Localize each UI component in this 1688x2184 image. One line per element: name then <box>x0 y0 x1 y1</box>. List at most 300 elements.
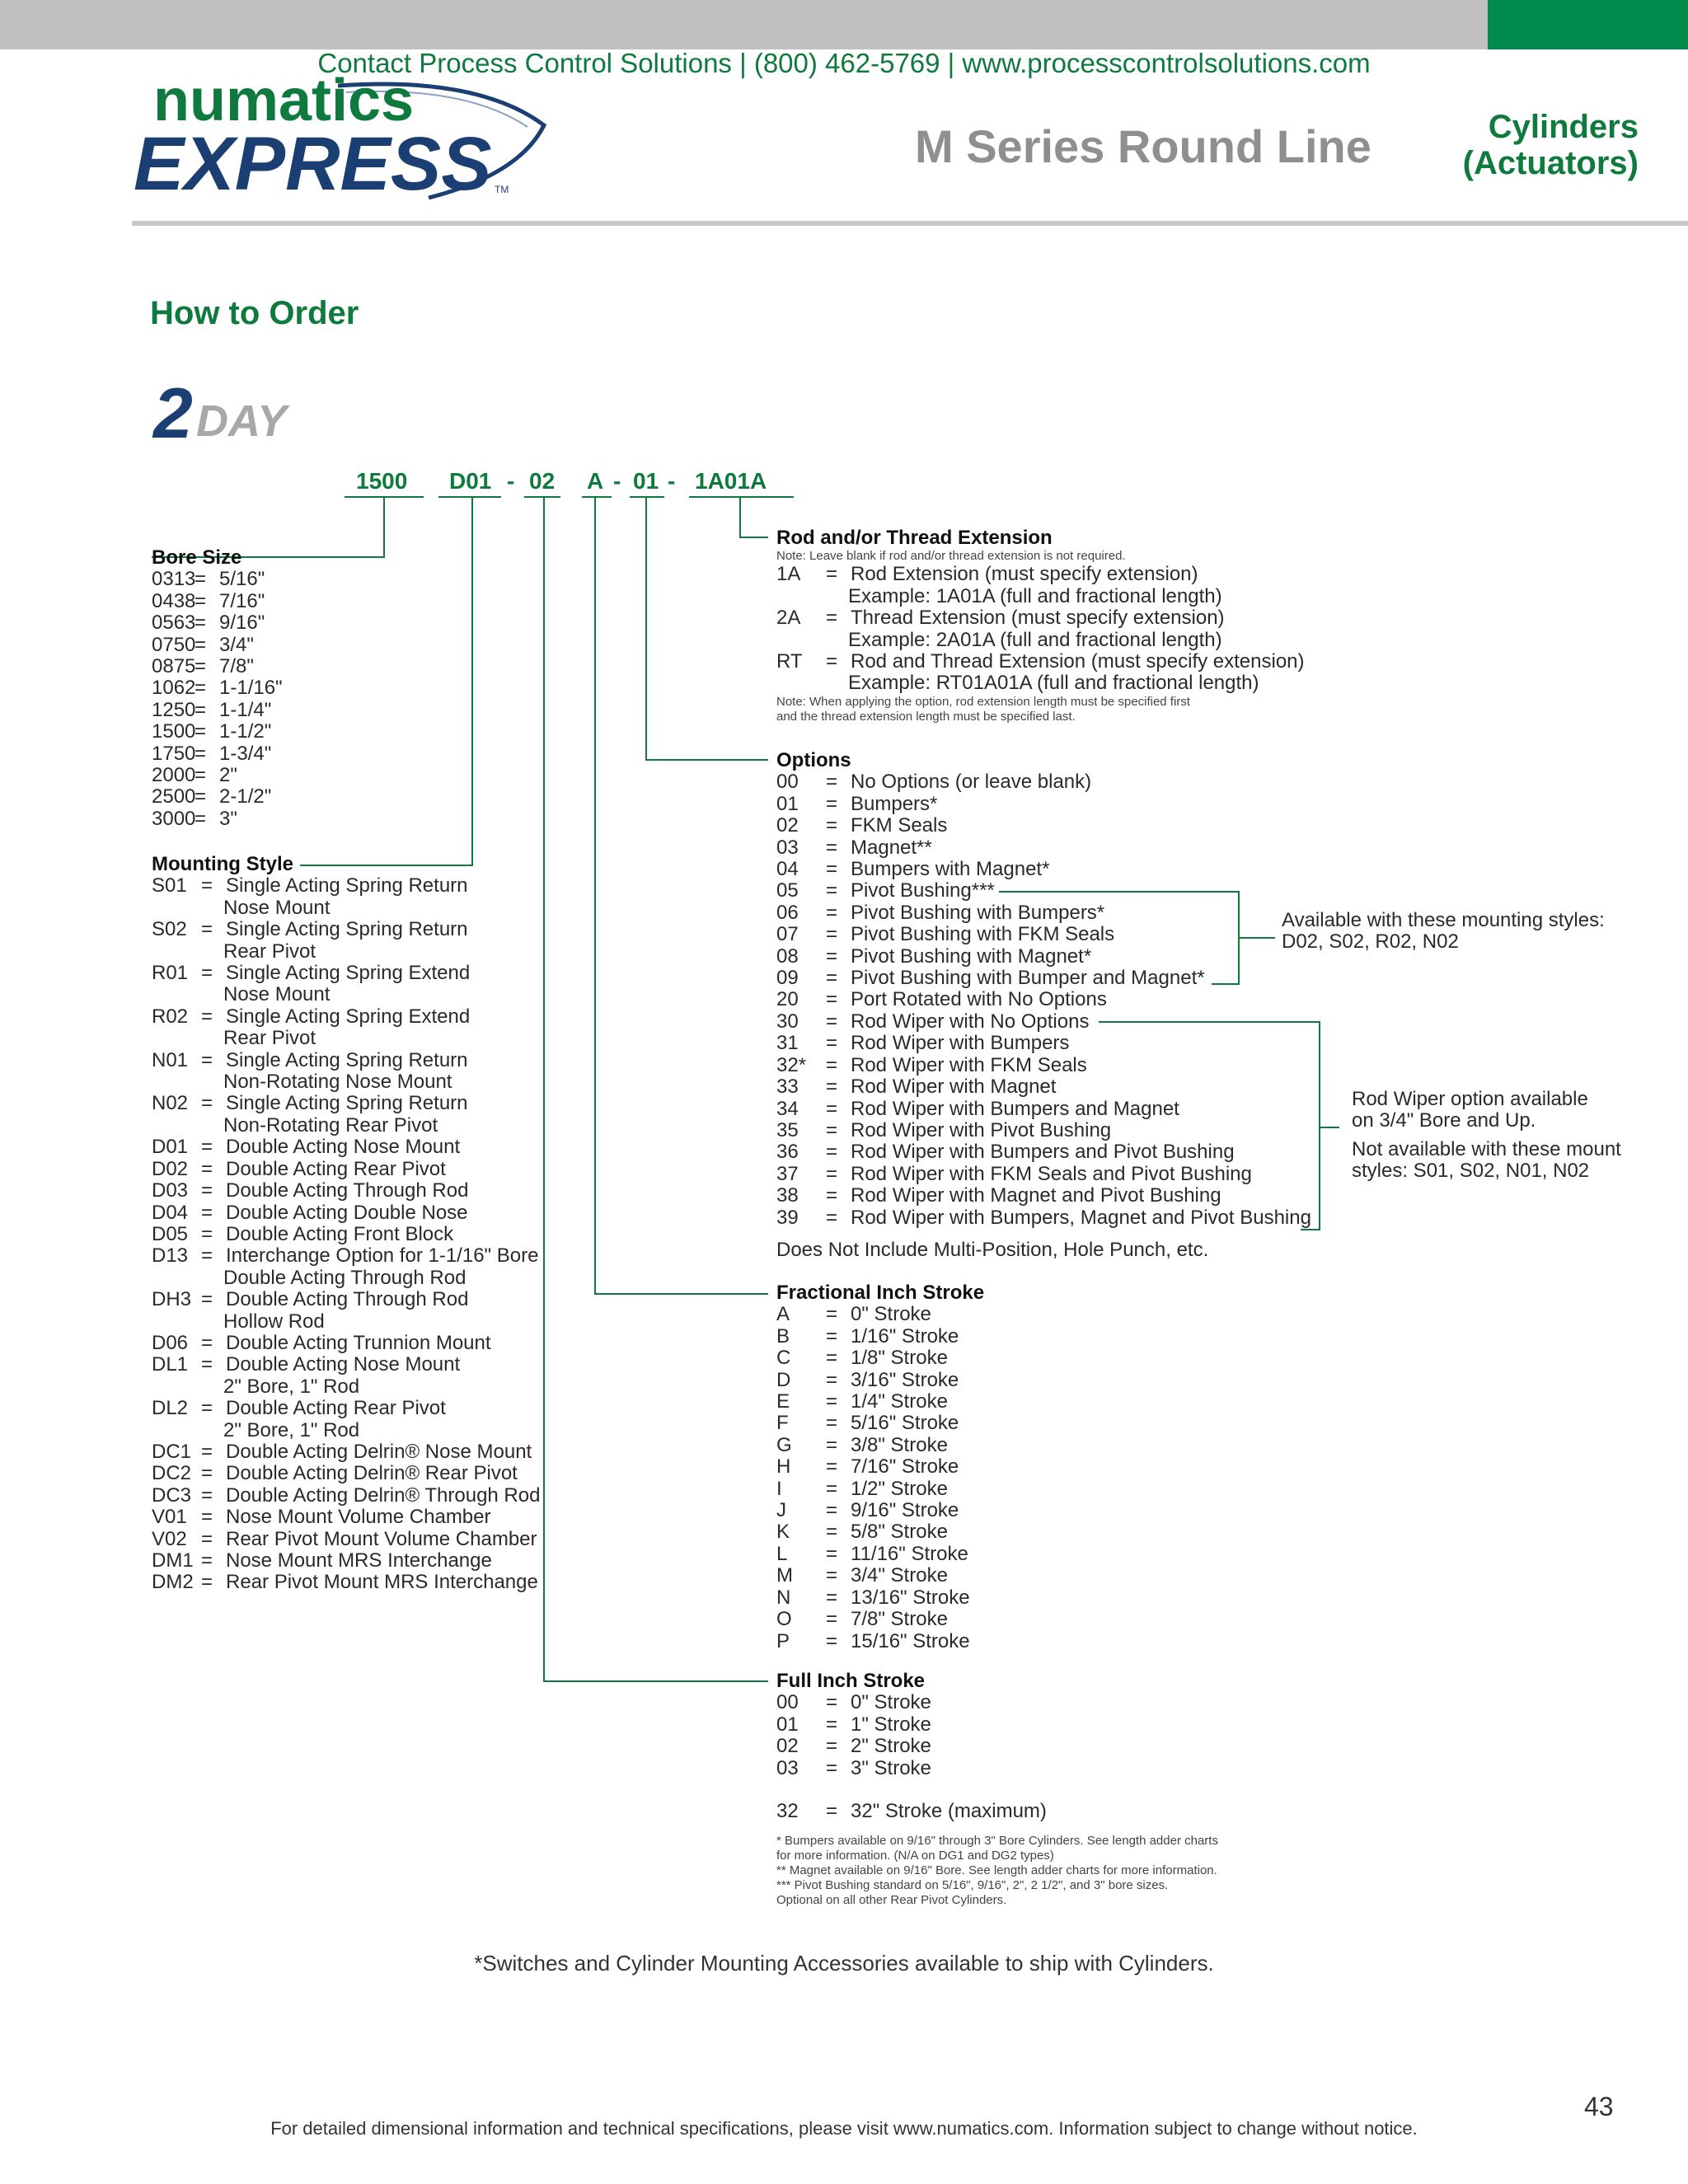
mount-code: DH3 <box>152 1288 192 1311</box>
mount-description-cont: 2" Bore, 1" Rod <box>223 1418 360 1441</box>
option-code: 05 <box>776 879 799 902</box>
fractional-stroke-list <box>776 1304 984 1652</box>
option-code: 32* <box>776 1053 807 1076</box>
mount-description: Double Acting Through Rod <box>226 1288 469 1311</box>
option-code: 33 <box>776 1076 799 1099</box>
extension-description: Rod Extension (must specify extension) <box>851 563 1198 586</box>
series-title: M Series Round Line <box>915 120 1372 172</box>
option-row <box>776 815 1311 837</box>
option-code: 39 <box>776 1206 799 1229</box>
full-stroke-row <box>776 1736 1218 1757</box>
option-row <box>776 1164 1311 1185</box>
option-description: Pivot Bushing with Bumpers* <box>851 901 1105 924</box>
option-code: 09 <box>776 967 799 990</box>
equals-sign: = <box>826 1433 838 1456</box>
mounting-style-row <box>152 1398 540 1419</box>
equals-sign: = <box>826 1586 838 1609</box>
footer-note: For detailed dimensional information and technical specifications, please visit www.numatics.com. Information subject to change without notice. <box>270 2118 1418 2139</box>
mount-code: R01 <box>152 962 189 985</box>
option-row <box>776 1120 1311 1141</box>
bore-code: 1250 <box>152 698 196 721</box>
bore-value: 7/16" <box>219 589 265 612</box>
stroke-text: 7/8" Stroke <box>851 1608 948 1631</box>
option-row <box>776 902 1311 924</box>
bore-code: 1750 <box>152 742 196 765</box>
stroke-code: D <box>776 1368 791 1391</box>
equals-sign: = <box>826 1324 838 1347</box>
option-code: 31 <box>776 1032 799 1055</box>
header-bar <box>0 0 1488 49</box>
option-row <box>776 1055 1311 1076</box>
option-code: 07 <box>776 923 799 946</box>
rod-extension-row <box>776 564 1305 585</box>
mounting-style-row <box>152 1245 540 1267</box>
equals-sign: = <box>201 1201 213 1224</box>
stroke-text: 15/16" Stroke <box>851 1629 970 1652</box>
extension-example: Example: 1A01A (full and fractional length) <box>848 584 1222 607</box>
mount-description-cont: Rear Pivot <box>223 1027 316 1050</box>
mount-description: Nose Mount Volume Chamber <box>226 1506 491 1529</box>
equals-sign: = <box>201 1397 213 1420</box>
option-description: Rod Wiper with Magnet and Pivot Bushing <box>851 1184 1221 1207</box>
header-divider <box>132 221 1688 226</box>
page-number: 43 <box>1584 2092 1614 2121</box>
option-row <box>776 859 1311 880</box>
mounting-style-row <box>152 1006 540 1028</box>
rod-extension-note-bottom: Note: When applying the option, rod extension length must be specified first <box>776 694 1190 709</box>
equals-sign: = <box>826 988 838 1011</box>
equals-sign: = <box>826 1053 838 1076</box>
fractional-stroke-row <box>776 1326 984 1347</box>
stroke-text: 5/8" Stroke <box>851 1521 948 1544</box>
equals-sign: = <box>201 918 213 941</box>
equals-sign: = <box>201 1549 213 1572</box>
equals-sign: = <box>201 1462 213 1485</box>
stroke-code: 32 <box>776 1800 799 1823</box>
option-row <box>776 946 1311 968</box>
bore-value: 2" <box>219 764 237 787</box>
fractional-stroke-row <box>776 1565 984 1586</box>
equals-sign: = <box>826 1629 838 1652</box>
mounting-style-row <box>152 1289 540 1310</box>
bore-size-block <box>152 547 283 830</box>
option-row <box>776 968 1311 989</box>
extension-code: RT <box>776 650 803 673</box>
mounting-style-row <box>152 875 540 897</box>
options-footnote: Does Not Include Multi-Position, Hole Punch, etc. <box>776 1238 1209 1261</box>
fractional-stroke-row <box>776 1500 984 1521</box>
two-day-digit: 2 <box>153 375 193 449</box>
extension-code: 1A <box>776 563 801 586</box>
rod-extension-row <box>776 651 1305 673</box>
extension-description: Rod and Thread Extension (must specify extension) <box>851 650 1305 673</box>
option-code: 04 <box>776 858 799 881</box>
equals-sign: = <box>826 1521 838 1544</box>
wiper-note-line: on 3/4" Bore and Up. <box>1352 1109 1536 1132</box>
equals-sign: = <box>195 633 207 656</box>
full-stroke-row <box>776 1692 1218 1713</box>
option-description: Rod Wiper with Pivot Bushing <box>851 1118 1112 1141</box>
mount-code: DC3 <box>152 1483 192 1507</box>
bore-code: 1062 <box>152 677 196 700</box>
equals-sign: = <box>201 1483 213 1507</box>
mount-code: DL2 <box>152 1397 189 1420</box>
two-day-label: DAY <box>196 396 288 446</box>
equals-sign: = <box>201 1092 213 1115</box>
mount-code: DC1 <box>152 1440 192 1463</box>
equals-sign: = <box>195 612 207 635</box>
mount-description: Single Acting Spring Extend <box>226 1005 471 1028</box>
option-description: Rod Wiper with Bumpers and Pivot Bushing <box>851 1141 1235 1164</box>
extension-code: 2A <box>776 607 801 630</box>
section-title-line2: (Actuators) <box>1462 145 1639 181</box>
equals-sign: = <box>826 1608 838 1631</box>
stroke-text: 5/16" Stroke <box>851 1412 959 1435</box>
equals-sign: = <box>826 1691 838 1714</box>
option-code: 38 <box>776 1184 799 1207</box>
stroke-text: 7/16" Stroke <box>851 1455 959 1479</box>
full-stroke-row <box>776 1758 1218 1779</box>
mounting-style-row <box>152 1202 540 1224</box>
mounting-style-row <box>152 1354 540 1376</box>
stroke-code: K <box>776 1521 790 1544</box>
fractional-stroke-row <box>776 1435 984 1456</box>
option-code: 35 <box>776 1118 799 1141</box>
mount-code: N01 <box>152 1048 189 1071</box>
accessories-note: *Switches and Cylinder Mounting Accessories available to ship with Cylinders. <box>474 1951 1214 1975</box>
equals-sign: = <box>195 677 207 700</box>
footnote-line: Optional on all other Rear Pivot Cylinders. <box>776 1893 1007 1908</box>
stroke-code: N <box>776 1586 791 1609</box>
bore-code: 0563 <box>152 612 196 635</box>
bore-value: 9/16" <box>219 612 265 635</box>
stroke-text: 1" Stroke <box>851 1713 931 1736</box>
option-row <box>776 1207 1311 1229</box>
equals-sign: = <box>826 1412 838 1435</box>
stroke-text: 1/2" Stroke <box>851 1477 948 1500</box>
bore-size-row <box>152 808 283 830</box>
stroke-code: 03 <box>776 1756 799 1779</box>
mount-description-cont: Hollow Rod <box>223 1310 325 1333</box>
bore-value: 3/4" <box>219 633 254 656</box>
equals-sign: = <box>826 1368 838 1391</box>
wiper-note-line: Rod Wiper option available <box>1352 1088 1588 1110</box>
stroke-text: 3/16" Stroke <box>851 1368 959 1391</box>
pivot-note-line: Available with these mounting styles: <box>1282 909 1605 931</box>
equals-sign: = <box>201 1571 213 1594</box>
mounting-style-row <box>152 1507 540 1528</box>
mount-description-cont: Nose Mount <box>223 983 331 1006</box>
option-description: Pivot Bushing with Magnet* <box>851 944 1092 968</box>
stroke-text: 2" Stroke <box>851 1735 931 1758</box>
bore-code: 0313 <box>152 568 196 591</box>
page-title: How to Order <box>150 295 359 331</box>
fractional-stroke-row <box>776 1544 984 1565</box>
fractional-stroke-heading: Fractional Inch Stroke <box>776 1282 985 1304</box>
full-stroke-heading: Full Inch Stroke <box>776 1670 926 1692</box>
footnote-line: * Bumpers available on 9/16" through 3" Bore Cylinders. See length adder charts <box>776 1834 1218 1849</box>
equals-sign: = <box>826 1542 838 1565</box>
mount-description: Single Acting Spring Return <box>226 918 468 941</box>
equals-sign: = <box>826 944 838 968</box>
rod-extension-note-bottom: and the thread extension length must be specified last. <box>776 709 1076 724</box>
equals-sign: = <box>826 563 838 586</box>
stroke-code: H <box>776 1455 791 1479</box>
mounting-style-row <box>152 1180 540 1202</box>
equals-sign: = <box>826 836 838 859</box>
fractional-stroke-row <box>776 1587 984 1609</box>
option-description: Rod Wiper with No Options <box>851 1010 1090 1033</box>
equals-sign: = <box>826 771 838 794</box>
mount-description-cont: Non-Rotating Rear Pivot <box>223 1113 438 1137</box>
code-fractional-stroke: A <box>587 468 604 494</box>
footnote-line: ** Magnet available on 9/16" Bore. See length adder charts for more information. <box>776 1863 1217 1878</box>
bore-value: 1-3/4" <box>219 742 272 765</box>
mounting-style-row <box>152 1050 540 1071</box>
mount-code: D04 <box>152 1201 189 1224</box>
mounting-style-row <box>152 1572 540 1593</box>
stroke-code: A <box>776 1303 790 1326</box>
equals-sign: = <box>826 879 838 902</box>
mounting-style-row <box>152 1550 540 1572</box>
equals-sign: = <box>201 1005 213 1028</box>
option-code: 20 <box>776 988 799 1011</box>
bore-value: 3" <box>219 807 237 830</box>
stroke-code: I <box>776 1477 782 1500</box>
option-row <box>776 1033 1311 1054</box>
stroke-code: L <box>776 1542 788 1565</box>
option-row <box>776 1141 1311 1163</box>
mount-code: S01 <box>152 874 187 898</box>
bore-size-row <box>152 656 283 677</box>
option-description: Rod Wiper with Bumpers, Magnet and Pivot Bushing <box>851 1206 1311 1229</box>
code-bore: 1500 <box>356 468 408 494</box>
stroke-text: 32" Stroke (maximum) <box>851 1800 1047 1823</box>
equals-sign: = <box>201 1440 213 1463</box>
rod-extension-row <box>776 607 1305 629</box>
equals-sign: = <box>826 1184 838 1207</box>
stroke-text: 0" Stroke <box>851 1691 931 1714</box>
fractional-stroke-row <box>776 1413 984 1434</box>
equals-sign: = <box>826 650 838 673</box>
bore-size-row <box>152 569 283 590</box>
pivot-bushing-note <box>1282 910 1605 954</box>
bore-size-row <box>152 700 283 721</box>
mount-description: Double Acting Through Rod <box>226 1179 469 1202</box>
equals-sign: = <box>201 1506 213 1529</box>
bore-size-row <box>152 635 283 656</box>
equals-sign: = <box>826 1455 838 1479</box>
header-accent-block <box>1488 0 1688 49</box>
equals-sign: = <box>201 962 213 985</box>
section-title-line1: Cylinders <box>1488 109 1639 145</box>
fractional-stroke-row <box>776 1370 984 1391</box>
equals-sign: = <box>826 1735 838 1758</box>
option-description: No Options (or leave blank) <box>851 771 1092 794</box>
equals-sign: = <box>201 1331 213 1354</box>
bore-value: 1-1/4" <box>219 698 272 721</box>
code-dash: - <box>613 468 621 494</box>
stroke-code: 00 <box>776 1691 799 1714</box>
bore-code: 0750 <box>152 633 196 656</box>
equals-sign: = <box>201 1136 213 1159</box>
option-row <box>776 794 1311 815</box>
equals-sign: = <box>195 807 207 830</box>
stroke-text: 1/4" Stroke <box>851 1390 948 1413</box>
mount-description: Double Acting Delrin® Rear Pivot <box>226 1462 518 1485</box>
option-row <box>776 837 1311 859</box>
logo-express-text: EXPRESS <box>134 122 492 199</box>
fractional-stroke-row <box>776 1631 984 1652</box>
mounting-style-block <box>152 854 540 1594</box>
code-extension: 1A01A <box>695 468 767 494</box>
equals-sign: = <box>826 1206 838 1229</box>
code-dash: - <box>507 468 515 494</box>
stroke-text: 13/16" Stroke <box>851 1586 970 1609</box>
equals-sign: = <box>195 568 207 591</box>
option-row <box>776 771 1311 793</box>
rod-wiper-note <box>1352 1089 1621 1183</box>
mount-description: Single Acting Spring Return <box>226 874 468 898</box>
mount-code: D02 <box>152 1157 189 1180</box>
equals-sign: = <box>195 764 207 787</box>
equals-sign: = <box>826 1477 838 1500</box>
bore-size-row <box>152 743 283 765</box>
bore-size-row <box>152 721 283 743</box>
mount-description: Single Acting Spring Return <box>226 1092 468 1115</box>
mount-description-cont: Nose Mount <box>223 896 331 919</box>
equals-sign: = <box>826 1303 838 1326</box>
equals-sign: = <box>826 901 838 924</box>
option-description: Rod Wiper with Bumpers <box>851 1032 1070 1055</box>
mounting-style-row <box>152 1441 540 1463</box>
stroke-code: C <box>776 1347 791 1370</box>
extension-example: Example: 2A01A (full and fractional length) <box>848 628 1222 651</box>
logo-numatics-text: numatics <box>153 68 415 134</box>
stroke-text: 11/16" Stroke <box>851 1542 968 1565</box>
stroke-code: P <box>776 1629 790 1652</box>
option-code: 36 <box>776 1141 799 1164</box>
mount-description-cont: Non-Rotating Nose Mount <box>223 1071 452 1094</box>
fractional-stroke-row <box>776 1456 984 1478</box>
option-code: 08 <box>776 944 799 968</box>
mount-description: Double Acting Nose Mount <box>226 1136 461 1159</box>
equals-sign: = <box>826 1162 838 1185</box>
equals-sign: = <box>195 698 207 721</box>
stroke-code: M <box>776 1564 793 1587</box>
equals-sign: = <box>826 607 838 630</box>
equals-sign: = <box>826 1564 838 1587</box>
option-description: Rod Wiper with FKM Seals and Pivot Bushing <box>851 1162 1252 1185</box>
equals-sign: = <box>826 1032 838 1055</box>
mounting-style-heading: Mounting Style <box>152 853 293 875</box>
stroke-text: 1/8" Stroke <box>851 1347 948 1370</box>
equals-sign: = <box>826 1141 838 1164</box>
option-code: 30 <box>776 1010 799 1033</box>
bore-code: 2000 <box>152 764 196 787</box>
option-code: 03 <box>776 836 799 859</box>
mount-description-cont: Rear Pivot <box>223 940 316 963</box>
options-heading: Options <box>776 749 851 771</box>
stroke-code: G <box>776 1433 792 1456</box>
equals-sign: = <box>201 1288 213 1311</box>
equals-sign: = <box>826 1390 838 1413</box>
rod-extension-block <box>776 527 1305 724</box>
option-row <box>776 924 1311 945</box>
option-code: 00 <box>776 771 799 794</box>
equals-sign: = <box>201 874 213 898</box>
mount-description: Rear Pivot Mount MRS Interchange <box>226 1571 538 1594</box>
bore-size-list <box>152 569 283 830</box>
mount-description-cont: 2" Bore, 1" Rod <box>223 1375 360 1398</box>
options-list <box>776 771 1311 1229</box>
mount-description: Double Acting Delrin® Through Rod <box>226 1483 541 1507</box>
rod-extension-heading: Rod and/or Thread Extension <box>776 527 1053 549</box>
option-code: 02 <box>776 814 799 837</box>
mount-code: D05 <box>152 1222 189 1245</box>
equals-sign: = <box>195 720 207 743</box>
contact-line[interactable]: Contact Process Control Solutions | (800) 462-5769 | www.processcontrolsolutions.com <box>317 48 1371 78</box>
extension-example: Example: RT01A01A (full and fractional length) <box>848 672 1259 695</box>
code-mount: D01 <box>449 468 492 494</box>
footnotes <box>776 1834 1218 1908</box>
mount-description: Interchange Option for 1-1/16" Bore <box>226 1244 539 1268</box>
equals-sign: = <box>195 785 207 808</box>
equals-sign: = <box>201 1157 213 1180</box>
bore-value: 5/16" <box>219 568 265 591</box>
pivot-note-line: D02, S02, R02, N02 <box>1282 930 1459 954</box>
fractional-stroke-block <box>776 1282 984 1652</box>
equals-sign: = <box>201 1527 213 1550</box>
equals-sign: = <box>826 1756 838 1779</box>
mount-code: DM2 <box>152 1571 194 1594</box>
mount-description: Double Acting Rear Pivot <box>226 1157 446 1180</box>
options-block <box>776 750 1311 1261</box>
option-code: 37 <box>776 1162 799 1185</box>
full-stroke-list <box>776 1692 1218 1779</box>
wiper-note-line: styles: S01, S02, N01, N02 <box>1352 1160 1590 1183</box>
stroke-text: 3/8" Stroke <box>851 1433 948 1456</box>
mount-description: Double Acting Nose Mount <box>226 1353 461 1376</box>
mount-code: R02 <box>152 1005 189 1028</box>
mount-description: Double Acting Rear Pivot <box>226 1397 446 1420</box>
mount-code: D03 <box>152 1179 189 1202</box>
equals-sign: = <box>826 792 838 815</box>
equals-sign: = <box>826 1097 838 1120</box>
mount-description: Double Acting Front Block <box>226 1222 454 1245</box>
equals-sign: = <box>826 1800 838 1823</box>
option-description: Pivot Bushing with Bumper and Magnet* <box>851 967 1205 990</box>
section-title <box>1463 109 1639 181</box>
stroke-code: F <box>776 1412 789 1435</box>
mounting-style-row <box>152 1137 540 1158</box>
stroke-text: 3" Stroke <box>851 1756 931 1779</box>
mount-description: Double Acting Delrin® Nose Mount <box>226 1440 532 1463</box>
bore-code: 0438 <box>152 589 196 612</box>
mount-code: DC2 <box>152 1462 192 1485</box>
mount-code: D13 <box>152 1244 189 1268</box>
rod-extension-list <box>776 564 1305 694</box>
stroke-code: B <box>776 1324 790 1347</box>
bore-code: 1500 <box>152 720 196 743</box>
full-stroke-block <box>776 1671 1218 1908</box>
equals-sign: = <box>826 1010 838 1033</box>
equals-sign: = <box>201 1048 213 1071</box>
mounting-style-row <box>152 1224 540 1245</box>
stroke-code: 02 <box>776 1735 799 1758</box>
stroke-text: 9/16" Stroke <box>851 1499 959 1522</box>
option-description: Pivot Bushing with FKM Seals <box>851 923 1115 946</box>
